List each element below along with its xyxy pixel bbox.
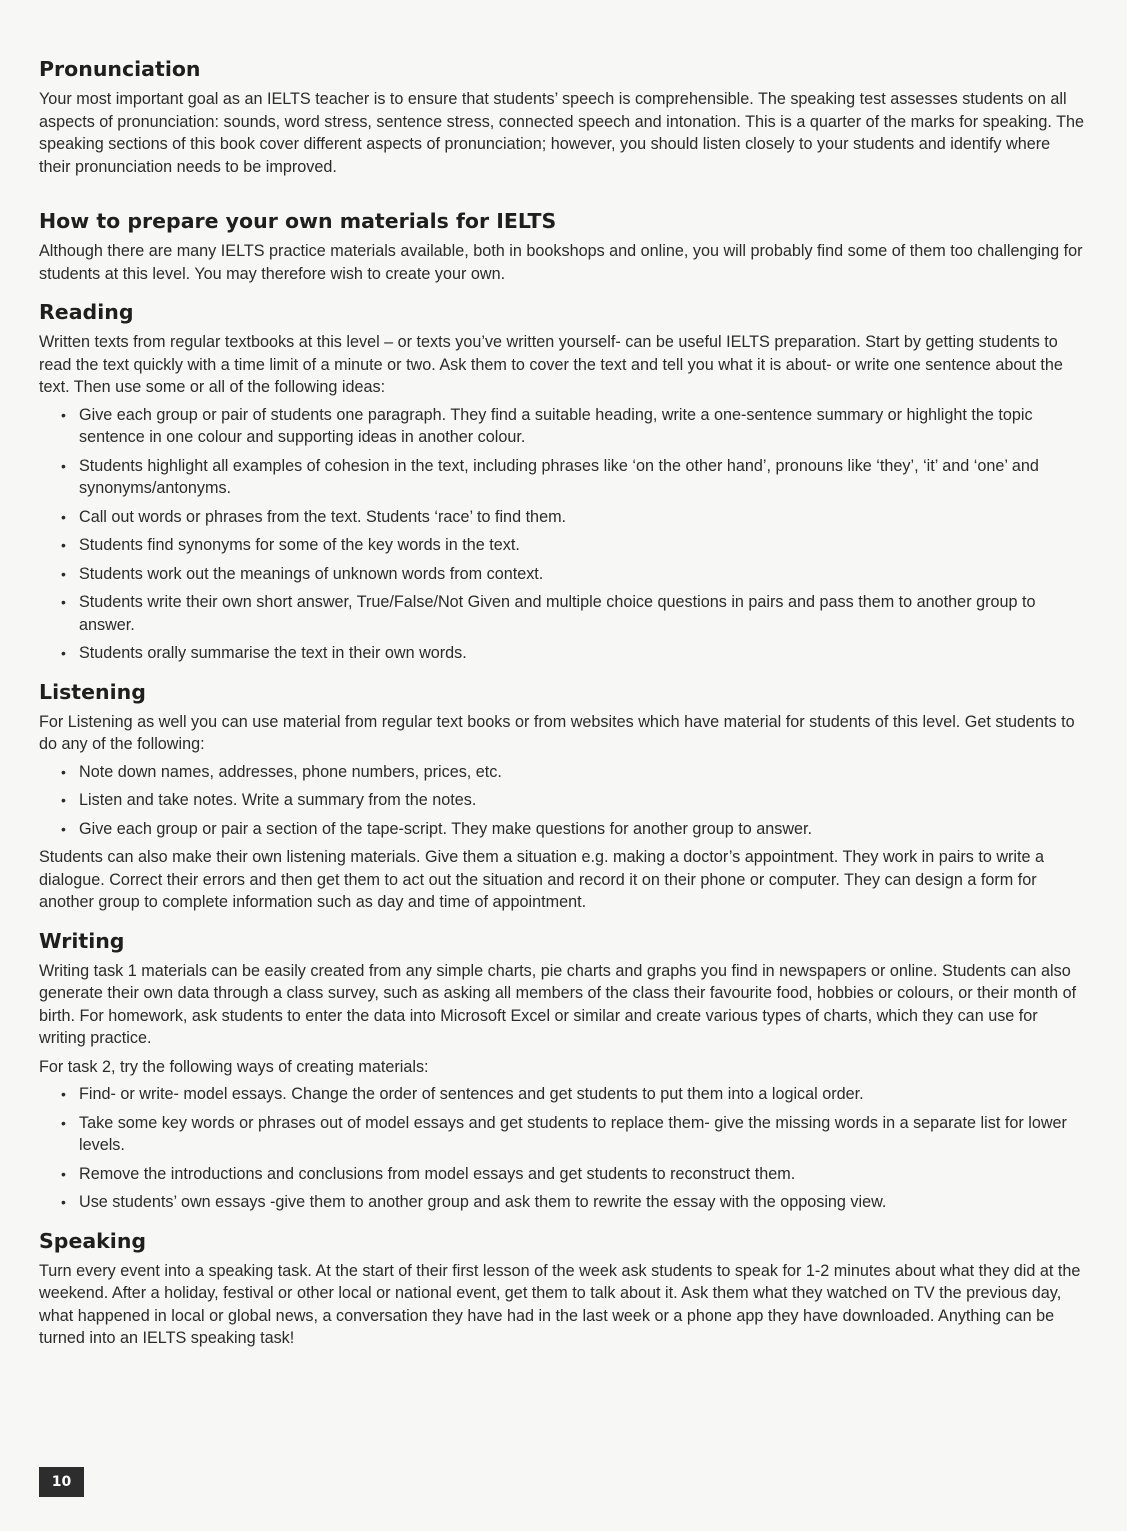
listening-paragraph: For Listening as well you can use material from regular text books or from websites which have material for students of this level. Get students to do any of the following:: [39, 712, 1075, 753]
page-content: [39, 56, 1084, 1364]
pronunciation-paragraph: Your most important goal as an IELTS teacher is to ensure that students’ speech is comprehensible. The speaking test assesses students on all aspects of pronunciation: sounds, word stress, sentence stress, connected speech and intonation. This is a quarter of the marks for speaking. The speaking sections of this book cover different aspects of pronunciation; however, you should listen closely to your students and identify where their pronunciation needs to be improved.: [39, 90, 1084, 176]
listening-paragraph-2: Students can also make their own listening materials. Give them a situation e.g. making a doctor’s appointment. They work in pairs to write a dialogue. Correct their errors and then get them to act out the situation and record it on their phone or computer. They can design a form for another group to complete information such as day and time of appointment.: [39, 848, 1045, 911]
speaking-paragraph: Turn every event into a speaking task. At the start of their first lesson of the week ask students to speak for 1-2 minutes about what they did at the weekend. After a holiday, festival or other local or national event, get them to talk about it. Ask them what they watched on TV the previous day, what happened in local or global news, a conversation they have had in the last week or a phone app they have downloaded. Anything can be turned into an IELTS speaking task!: [39, 1261, 1081, 1347]
list-item: • Students find synonyms for some of the key words in the text.: [61, 536, 520, 554]
list-item: • Students highlight all examples of cohesion in the text, including phrases like ‘on the other hand’, pronouns like ‘they’, ‘it’ and ‘one’ and synonyms/antonyms.: [61, 456, 1039, 497]
list-item: • Use students’ own essays -give them to another group and ask them to rewrite the essay with the opposing view.: [61, 1193, 887, 1211]
writing-bullets: [39, 1083, 1084, 1214]
list-item: • Give each group or pair of students one paragraph. They find a suitable heading, write a one-sentence summary or highlight the topic sentence in one colour and supporting ideas in another colour.: [61, 405, 1033, 446]
reading-bullets: [39, 404, 1084, 665]
heading-listening: Listening: [39, 679, 146, 704]
list-item: • Students work out the meanings of unknown words from context.: [61, 564, 544, 583]
heading-prepare-materials: How to prepare your own materials for IELTS: [39, 209, 557, 233]
heading-writing: Writing: [39, 928, 125, 953]
list-item: • Remove the introductions and conclusions from model essays and get students to reconstruct them.: [61, 1164, 796, 1183]
section-speaking: [39, 1228, 1084, 1350]
section-pronunciation: [39, 56, 1084, 178]
list-item: • Students orally summarise the text in their own words.: [61, 644, 467, 662]
heading-reading: Reading: [39, 300, 134, 324]
section-writing: [39, 928, 1084, 1214]
section-prepare: [39, 208, 1084, 285]
reading-paragraph: Written texts from regular textbooks at this level – or texts you’ve written yourself- can be useful IELTS preparation. Start by getting students to read the text quickly with a time limit of a minute or two. Ask them to cover the text and tell you what it is about- or write one sentence about the text. Then use some or all of the following ideas:: [39, 333, 1063, 396]
listening-bullets: [39, 761, 1084, 841]
section-reading: [39, 299, 1084, 665]
list-item: • Take some key words or phrases out of model essays and get students to replace them- give the missing words in a separate list for lower levels.: [61, 1113, 1067, 1154]
heading-pronunciation: Pronunciation: [39, 57, 201, 81]
list-item: • Give each group or pair a section of the tape-script. They make questions for another group to answer.: [61, 819, 813, 838]
writing-paragraph-2: For task 2, try the following ways of creating materials:: [39, 1057, 429, 1076]
list-item: • Call out words or phrases from the text. Students ‘race’ to find them.: [61, 507, 567, 526]
section-listening: [39, 679, 1084, 914]
list-item: • Students write their own short answer, True/False/Not Given and multiple choice questions in pairs and pass them to another group to answer.: [61, 593, 1036, 634]
list-item: • Note down names, addresses, phone numbers, prices, etc.: [61, 762, 502, 781]
page-number-badge: 10: [39, 1467, 84, 1497]
list-item: • Find- or write- model essays. Change the order of sentences and get students to put them into a logical order.: [61, 1085, 864, 1103]
heading-speaking: Speaking: [39, 1228, 147, 1253]
prepare-paragraph: Although there are many IELTS practice materials available, both in bookshops and online, you will probably find some of them too challenging for students at this level. You may therefore wish to create your own.: [39, 242, 1083, 283]
list-item: • Listen and take notes. Write a summary from the notes.: [61, 791, 477, 809]
writing-paragraph: Writing task 1 materials can be easily created from any simple charts, pie charts and graphs you find in newspapers or online. Students can also generate their own data through a class survey, such as asking all members of the class their favourite food, hobbies or colours, or their month of birth. For homework, ask students to enter the data into Microsoft Excel or similar and create various types of charts, which they can use for writing practice.: [39, 961, 1077, 1047]
